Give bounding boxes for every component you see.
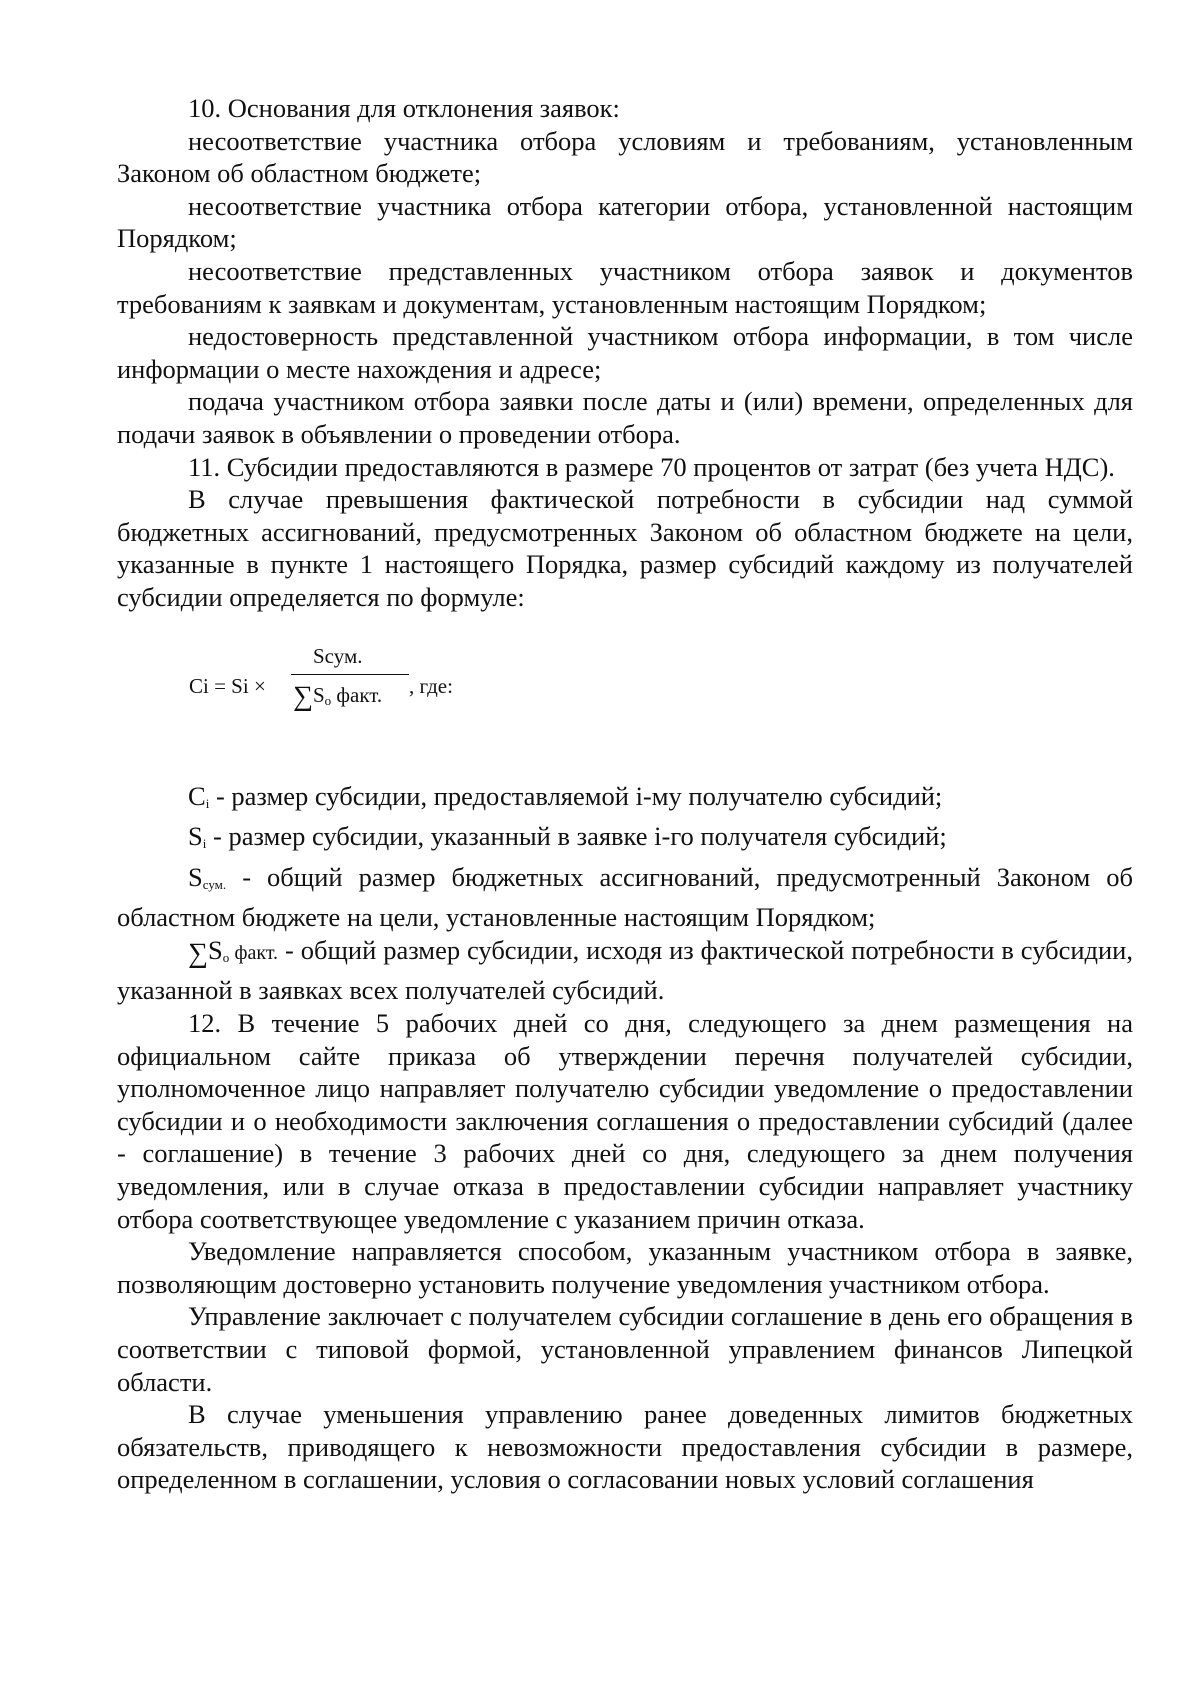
- paragraph: Управление заключает с получателем субсидии соглашение в день его обращения в соответствии с типовой формой, установленной управлением финансов Липецкой области.: [117, 1301, 1133, 1397]
- formula-den-var: S: [312, 682, 325, 707]
- sum-icon: ∑: [293, 680, 313, 712]
- si-symbol: S: [188, 821, 203, 852]
- ssum-subscript: сум.: [202, 876, 227, 892]
- sum-var: S: [207, 934, 223, 965]
- subsidy-formula: [117, 634, 1133, 780]
- formula-tail: , где:: [409, 673, 453, 698]
- formula-den-sub: o: [324, 692, 332, 708]
- ci-subscript: i: [205, 795, 210, 811]
- fraction-bar: [291, 674, 409, 675]
- si-subscript: i: [202, 836, 207, 852]
- paragraph: Уведомление направляется способом, указанным участником отбора в заявке, позволяющим достоверно установить получение уведомления участником отбора.: [117, 1236, 1133, 1299]
- sum-word: факт.: [229, 941, 279, 964]
- formula-denominator: [293, 678, 382, 718]
- ssum-symbol: S: [188, 861, 203, 892]
- document-page: [117, 92, 1133, 1496]
- ci-text: - размер субсидии, предоставляемой i-му получателю субсидий;: [209, 780, 943, 811]
- si-text: - размер субсидии, указанный в заявке i-го получателя субсидий;: [206, 821, 947, 852]
- paragraph: подача участником отбора заявки после даты и (или) времени, определенных для подачи заявок в объявлении о проведении отбора.: [117, 386, 1133, 449]
- sum-icon: ∑: [188, 937, 208, 969]
- formula-den-word: факт.: [336, 682, 383, 707]
- formula-left-side: Ci = Si ×: [189, 673, 266, 698]
- paragraph-12: 12. В течение 5 рабочих дней со дня, следующего за днем размещения на официальном сайте приказа об утверждении перечня получателей субсидии, уполномоченное лицо направляет получателю субсидии уведомление о предоставлении субсидии и о необходимости заключения соглашения о предоставлении субсидий (далее - соглашение) в течение 3 рабочих дней со дня, следующего за днем получения уведомления, или в случае отказа в предоставлении субсидии направляет участнику отбора соответствующее уведомление с указанием причин отказа.: [117, 1008, 1133, 1234]
- definition-sum-fact: [117, 934, 1133, 1007]
- paragraph: В случае уменьшения управлению ранее доведенных лимитов бюджетных обязательств, приводящего к невозможности предоставления субсидии в размере, определенном в соглашении, условия о согласовании новых условий соглашения: [117, 1399, 1133, 1495]
- paragraph-11: 11. Субсидии предоставляются в размере 70 процентов от затрат (без учета НДС).: [188, 451, 1115, 482]
- paragraph: В случае превышения фактической потребности в субсидии над суммой бюджетных ассигнований, предусмотренных Законом об областном бюджете на цели, указанные в пункте 1 настоящего Порядка, размер субсидий каждому из получателей субсидии определяется по формуле:: [117, 484, 1133, 612]
- paragraph: несоответствие участника отбора условиям и требованиям, установленным Законом об областном бюджете;: [117, 125, 1133, 189]
- paragraph: несоответствие представленных участником отбора заявок и документов требованиям к заявкам и документам, установленным настоящим Порядком;: [117, 255, 1133, 319]
- sum-subscript: o: [222, 949, 230, 965]
- sum-text: - общий размер субсидии, исходя из фактической потребности в субсидии, указанной в заявках всех получателей субсидий.: [117, 934, 1133, 1006]
- paragraph: несоответствие участника отбора категории отбора, установленной настоящим Порядком;: [117, 190, 1133, 254]
- definition-ssum: [117, 861, 1133, 934]
- formula-numerator: Sсум.: [313, 643, 363, 668]
- ssum-text: - общий размер бюджетных ассигнований, предусмотренный Законом об областном бюджете на цели, установленные настоящим Порядком;: [117, 861, 1133, 933]
- paragraph: недостоверность представленной участником отбора информации, в том числе информации о месте нахождения и адресе;: [117, 321, 1133, 384]
- definition-si: [117, 820, 1133, 861]
- definition-ci: [117, 780, 1133, 821]
- ci-symbol: C: [188, 780, 206, 811]
- paragraph-10-heading: 10. Основания для отклонения заявок:: [188, 93, 620, 123]
